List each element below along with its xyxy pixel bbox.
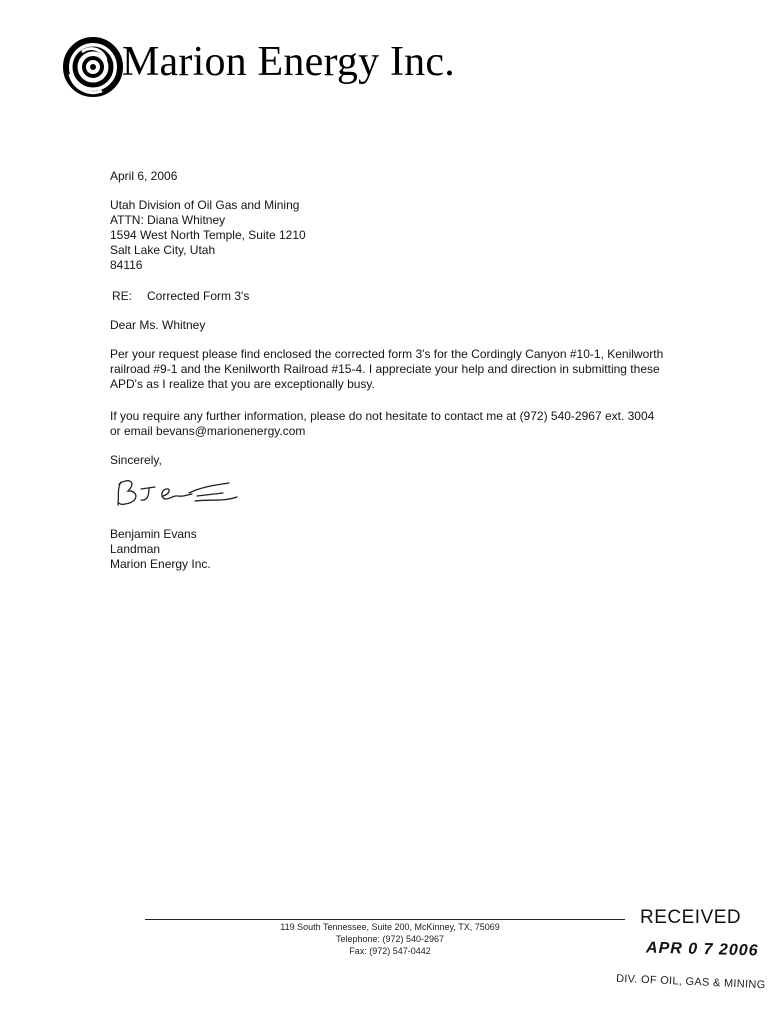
recipient-line: Utah Division of Oil Gas and Mining <box>110 198 300 212</box>
signer-company: Marion Energy Inc. <box>110 557 211 571</box>
subject-line <box>112 289 249 304</box>
recipient-line: 84116 <box>110 258 143 272</box>
signer-name: Benjamin Evans <box>110 527 197 541</box>
subject-label: RE: <box>112 289 133 303</box>
recipient-line: 1594 West North Temple, Suite 1210 <box>110 228 306 242</box>
recipient-address <box>110 198 306 273</box>
received-stamp-date: APR 0 7 2006 <box>645 939 759 960</box>
signature-block <box>110 527 211 572</box>
recipient-line: ATTN: Diana Whitney <box>110 213 226 227</box>
body-paragraph-1 <box>110 347 670 392</box>
subject-text: Corrected Form 3's <box>147 289 250 303</box>
paragraph-line: Per your request please find enclosed the corrected form 3's for the Cordingly Canyon #10-1, Kenilworth <box>110 347 664 361</box>
footer-divider <box>145 919 625 920</box>
recipient-line: Salt Lake City, Utah <box>110 243 216 257</box>
footer-telephone: Telephone: (972) 540-2967 <box>335 934 445 944</box>
footer-fax: Fax: (972) 547-0442 <box>349 946 431 956</box>
paragraph-line: railroad #9-1 and the Kenilworth Railroad #15-4. I appreciate your help and direction in submitting these <box>110 362 660 376</box>
body-paragraph-2 <box>110 409 670 439</box>
letter-date: April 6, 2006 <box>110 169 178 183</box>
received-stamp: RECEIVED <box>640 907 742 928</box>
salutation: Dear Ms. Whitney <box>110 318 206 332</box>
received-stamp-division: DIV. OF OIL, GAS & MINING <box>615 972 766 992</box>
paragraph-line: or email bevans@marionenergy.com <box>110 424 306 438</box>
footer-address: 119 South Tennessee, Suite 200, McKinney, TX, 75069 <box>280 922 500 932</box>
company-name: Marion Energy Inc. <box>122 39 455 85</box>
footer-contact <box>240 921 540 957</box>
paragraph-line: If you require any further information, please do not hesitate to contact me at (972) 540-2967 ext. 3004 <box>110 409 655 423</box>
closing: Sincerely, <box>110 453 162 467</box>
paragraph-line: APD's as I realize that you are exceptionally busy. <box>110 377 375 391</box>
handwritten-signature <box>113 472 243 514</box>
company-logo-icon <box>62 36 124 98</box>
signer-title: Landman <box>110 542 161 556</box>
